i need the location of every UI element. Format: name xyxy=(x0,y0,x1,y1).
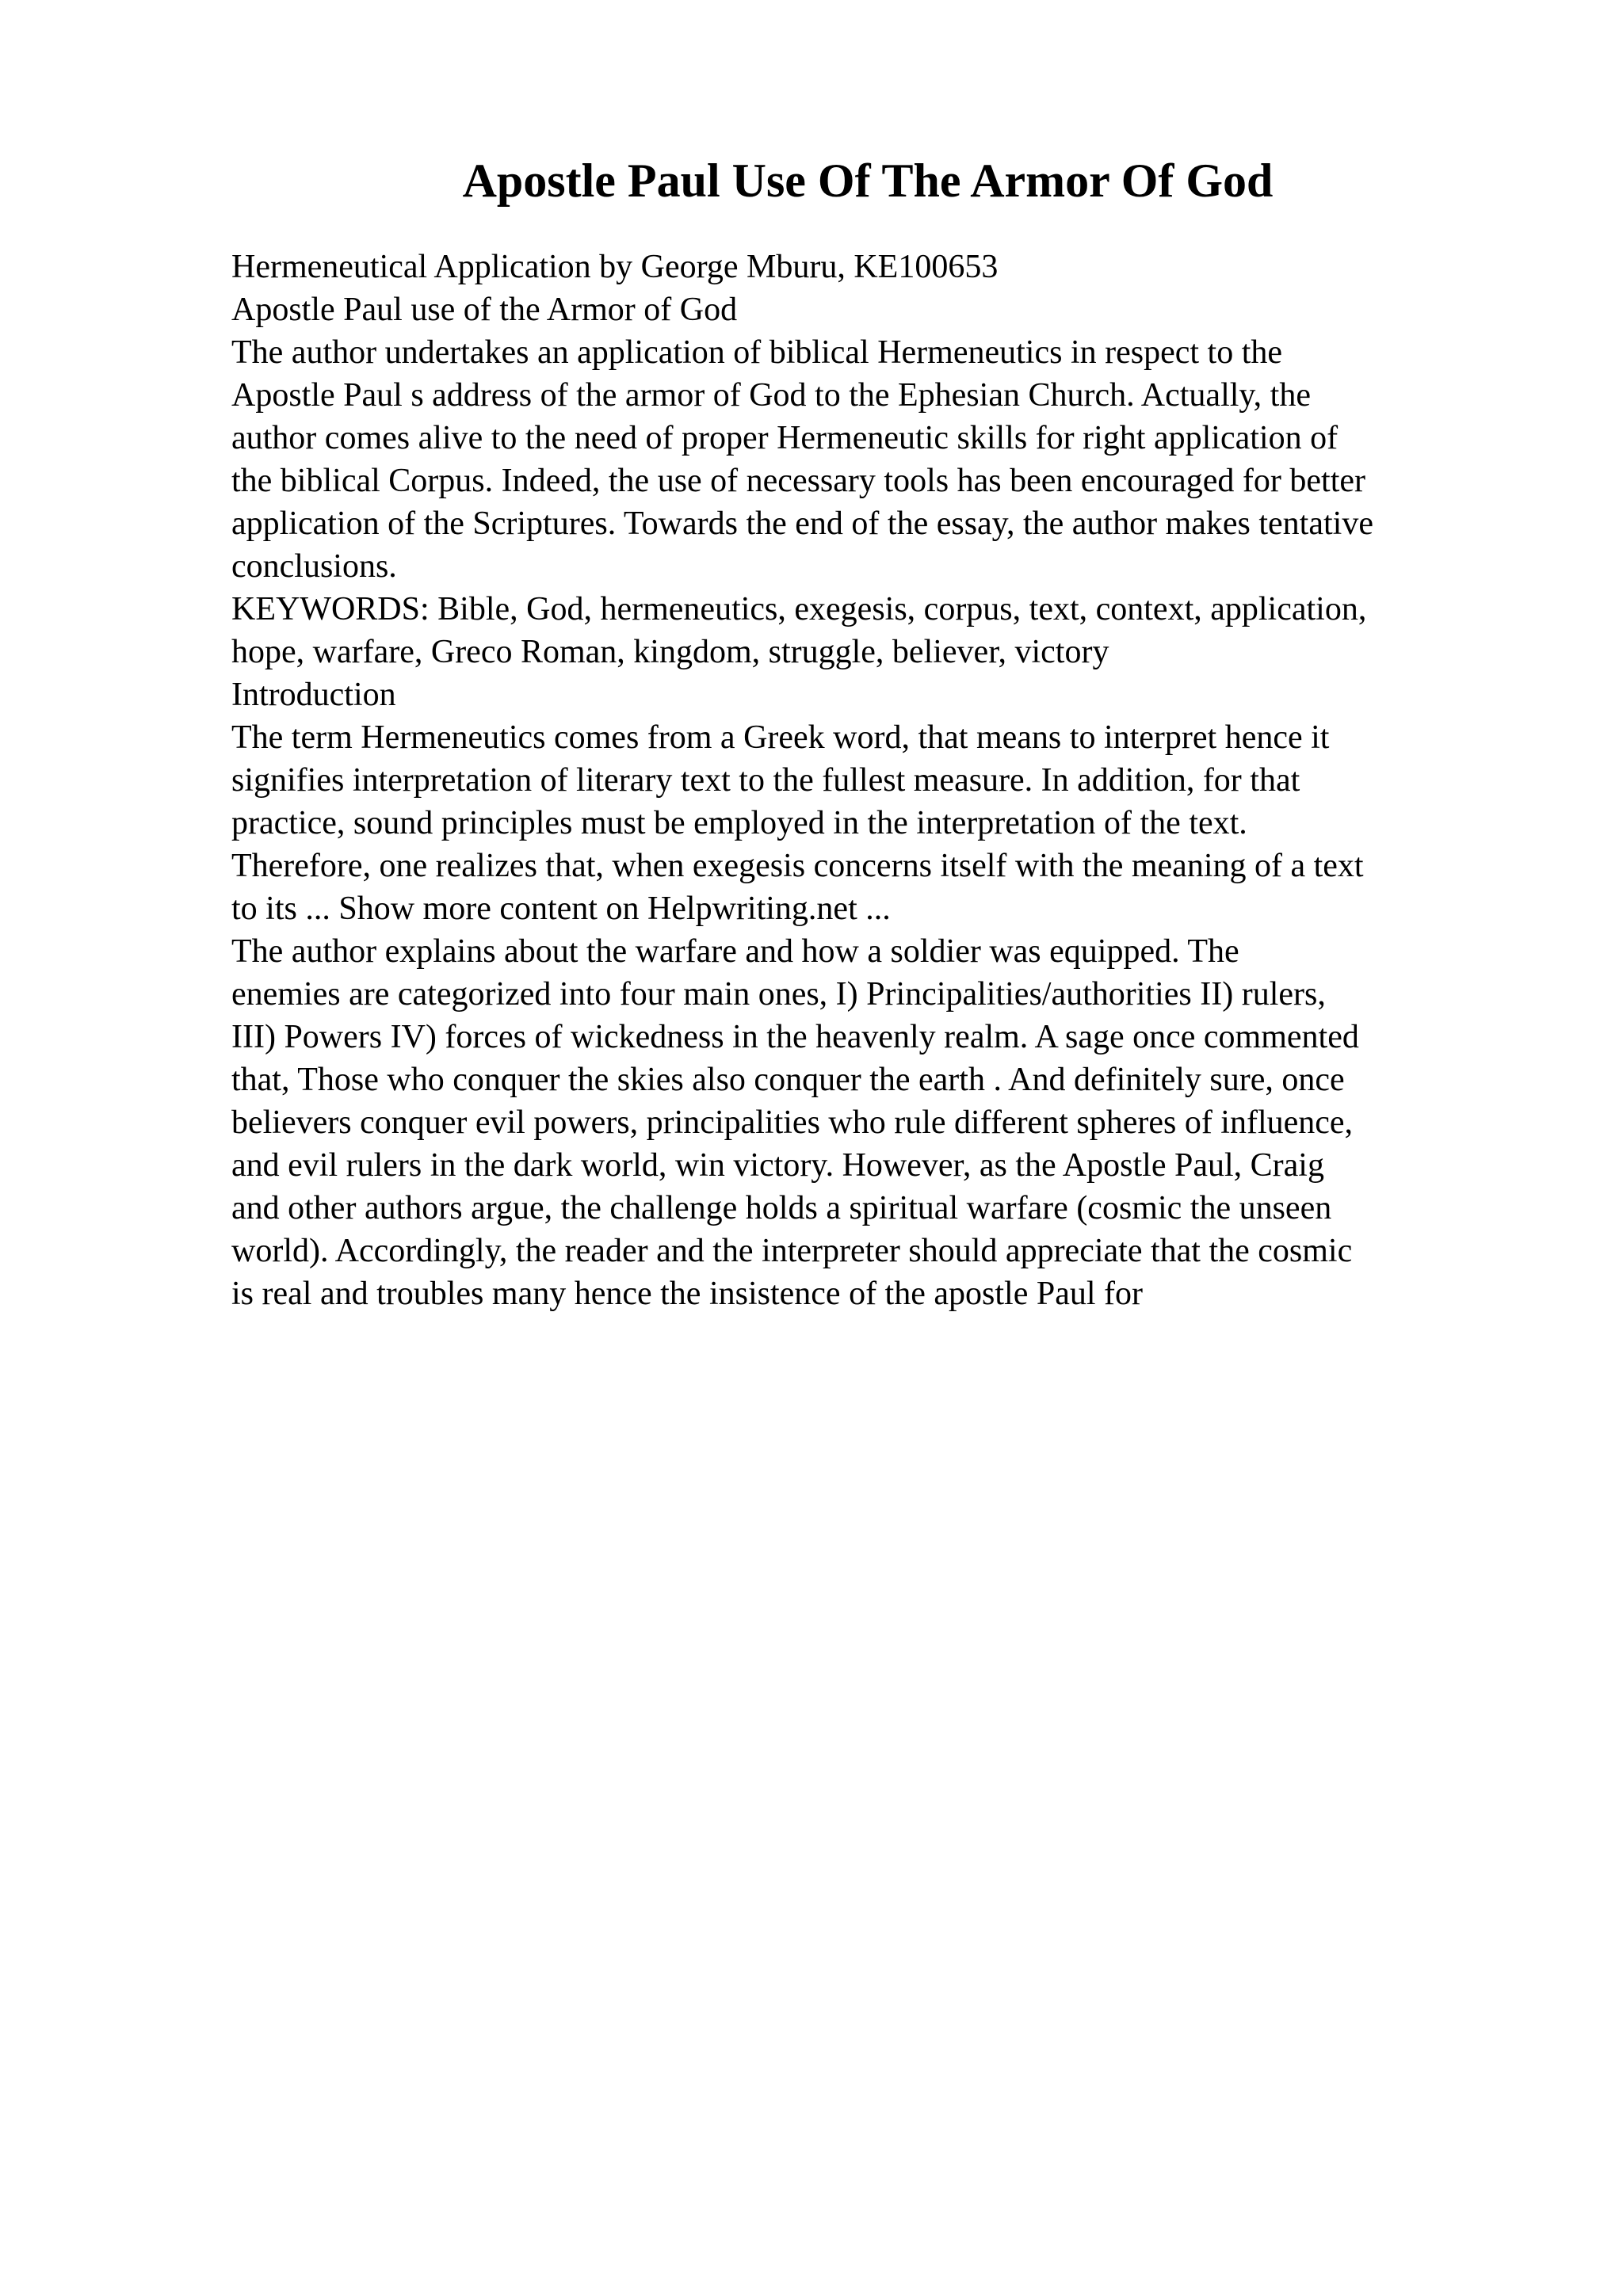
body-line: is real and troubles many hence the insistence of the apostle Paul for xyxy=(231,1276,1143,1312)
document-body xyxy=(231,246,1594,1315)
body-line: and evil rulers in the dark world, win victory. However, as the Apostle Paul, Craig xyxy=(231,1147,1324,1184)
show-more-line: to its ... Show more content on Helpwriting.net ... xyxy=(231,891,891,927)
body-line: believers conquer evil powers, principalities who rule different spheres of influence, xyxy=(231,1104,1354,1141)
body-line: III) Powers IV) forces of wickedness in the heavenly realm. A sage once commented xyxy=(231,1019,1359,1055)
body-line: The author explains about the warfare and how a soldier was equipped. The xyxy=(231,933,1239,970)
byline: Hermeneutical Application by George Mburu, KE100653 xyxy=(231,249,999,285)
body-line: that, Those who conquer the skies also conquer the earth . And definitely sure, once xyxy=(231,1062,1345,1098)
introduction-line: Therefore, one realizes that, when exegesis concerns itself with the meaning of a text xyxy=(231,848,1364,884)
body-line: enemies are categorized into four main ones, I) Principalities/authorities II) rulers, xyxy=(231,976,1326,1013)
keywords-line: hope, warfare, Greco Roman, kingdom, struggle, believer, victory xyxy=(231,634,1109,670)
keywords-line: KEYWORDS: Bible, God, hermeneutics, exegesis, corpus, text, context, application, xyxy=(231,591,1367,627)
introduction-line: signifies interpretation of literary text to the fullest measure. In addition, for that xyxy=(231,762,1300,799)
abstract-line: conclusions. xyxy=(231,548,397,585)
introduction-line: The term Hermeneutics comes from a Greek word, that means to interpret hence it xyxy=(231,719,1330,756)
section-heading-introduction: Introduction xyxy=(231,677,396,713)
body-line: world). Accordingly, the reader and the interpreter should appreciate that the cosmic xyxy=(231,1233,1353,1269)
document-title: Apostle Paul Use Of The Armor Of God xyxy=(462,154,1274,207)
body-line: and other authors argue, the challenge holds a spiritual warfare (cosmic the unseen xyxy=(231,1190,1332,1226)
abstract-line: The author undertakes an application of biblical Hermeneutics in respect to the xyxy=(231,334,1283,371)
abstract-line: Apostle Paul s address of the armor of God to the Ephesian Church. Actually, the xyxy=(231,377,1311,414)
essay-heading: Apostle Paul use of the Armor of God xyxy=(231,292,738,328)
abstract-line: application of the Scriptures. Towards the end of the essay, the author makes tentative xyxy=(231,505,1373,542)
abstract-line: author comes alive to the need of proper Hermeneutic skills for right application of xyxy=(231,420,1338,456)
introduction-line: practice, sound principles must be employed in the interpretation of the text. xyxy=(231,805,1247,841)
abstract-line: the biblical Corpus. Indeed, the use of necessary tools has been encouraged for better xyxy=(231,463,1365,499)
